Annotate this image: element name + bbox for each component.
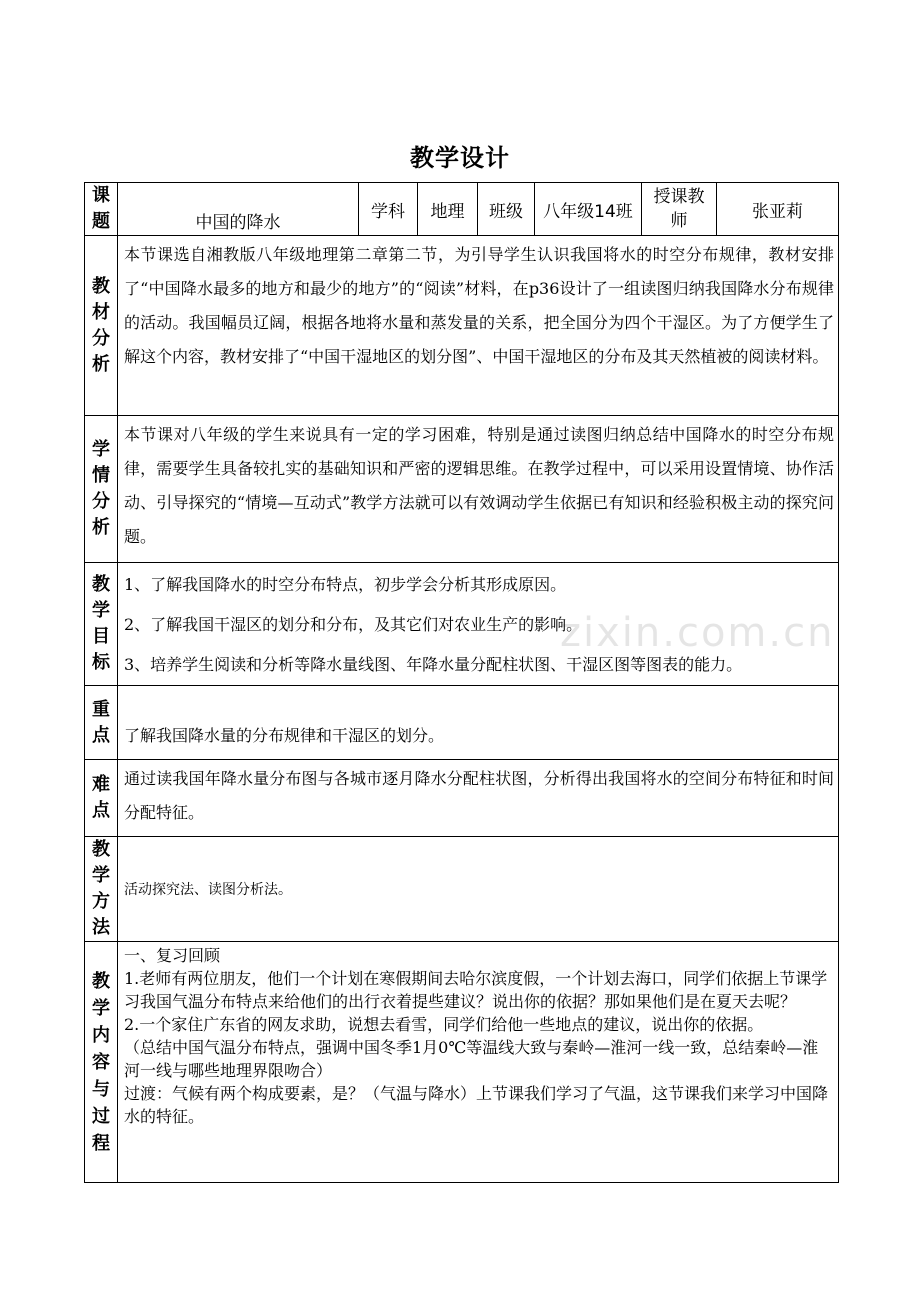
- material-analysis-row: [85, 236, 839, 416]
- process-line: 一、复习回顾: [124, 946, 221, 965]
- difficulties-row: [85, 760, 839, 837]
- label-material-analysis: 教 材 分 析: [85, 236, 118, 416]
- student-analysis-row: [85, 416, 839, 563]
- process-text: [118, 942, 839, 1183]
- label-subject: 学科: [359, 183, 418, 236]
- label-difficulties: 难 点: [85, 760, 118, 837]
- difficulties-text: 通过读我国年降水量分布图与各城市逐月降水分配柱状图，分析得出我国将水的空间分布特征和时间分配特征。: [118, 760, 839, 837]
- label-methods: 教 学 方 法: [85, 837, 118, 942]
- label-teaching-goals: 教 学 目 标: [85, 563, 118, 686]
- process-row: [85, 942, 839, 1183]
- class-value: 八年级14班: [535, 183, 642, 236]
- page-title: 教学设计: [410, 144, 510, 172]
- lesson-plan-table: [84, 182, 839, 1183]
- methods-row: [85, 837, 839, 942]
- goal-item: 1、了解我国降水的时空分布特点，初步学会分析其形成原因。: [124, 575, 567, 594]
- header-row: [85, 183, 839, 236]
- goal-item: 3、培养学生阅读和分析等降水量线图、年降水量分配柱状图、干湿区图等图表的能力。: [124, 655, 743, 674]
- goal-item: 2、了解我国干湿区的划分和分布，及其它们对农业生产的影响。: [124, 615, 583, 634]
- key-points-text: 了解我国降水量的分布规律和干湿区的划分。: [118, 686, 839, 760]
- label-class: 班级: [478, 183, 535, 236]
- process-line: 过渡：气候有两个构成要素，是？（气温与降水）上节课我们学习了气温，这节课我们来学习中国降水的特征。: [124, 1084, 829, 1126]
- subject-value: 地理: [418, 183, 478, 236]
- student-analysis-text: 本节课对八年级的学生来说具有一定的学习困难，特别是通过读图归纳总结中国降水的时空分布规律，需要学生具备较扎实的基础知识和严密的逻辑思维。在教学过程中，可以采用设置情境、协作活动、引导探究的“情境—互动式”教学方法就可以有效调动学生依据已有知识和经验积极主动的探究问题。: [118, 416, 839, 563]
- methods-text: 活动探究法、读图分析法。: [118, 837, 839, 942]
- label-course: 课 题: [85, 183, 118, 236]
- label-teacher: 授课教 师: [642, 183, 717, 236]
- label-student-analysis: 学 情 分 析: [85, 416, 118, 563]
- label-key-points: 重 点: [85, 686, 118, 760]
- watermark-text: zixin.com.cn: [560, 610, 835, 656]
- label-process: 教 学 内 容 与 过 程: [85, 942, 118, 1183]
- material-analysis-text: 本节课选自湘教版八年级地理第二章第二节，为引导学生认识我国将水的时空分布规律，教材安排了“中国降水最多的地方和最少的地方”的“阅读”材料，在p36设计了一组读图归纳我国降水分布规律的活动。我国幅员辽阔，根据各地将水量和蒸发量的关系，把全国分为四个干湿区。为了方便学生了解这个内容，教材安排了“中国干湿地区的划分图”、中国干湿地区的分布及其天然植被的阅读材料。: [118, 236, 839, 416]
- process-line: （总结中国气温分布特点，强调中国冬季1月0℃等温线大致与秦岭—淮河一线一致，总结秦岭—淮河一线与哪些地理界限吻合）: [124, 1038, 819, 1080]
- process-line: 2.一个家住广东省的网友求助，说想去看雪，同学们给他一些地点的建议，说出你的依据。: [124, 1015, 764, 1034]
- process-line: 1.老师有两位朋友，他们一个计划在寒假期间去哈尔滨度假，一个计划去海口，同学们依据上节课学习我国气温分布特点来给他们的出行衣着提些建议？说出你的依据？那如果他们是在夏天去呢？: [124, 969, 828, 1011]
- teacher-value: 张亚莉: [717, 183, 839, 236]
- course-name: 中国的降水: [118, 183, 359, 236]
- key-points-row: [85, 686, 839, 760]
